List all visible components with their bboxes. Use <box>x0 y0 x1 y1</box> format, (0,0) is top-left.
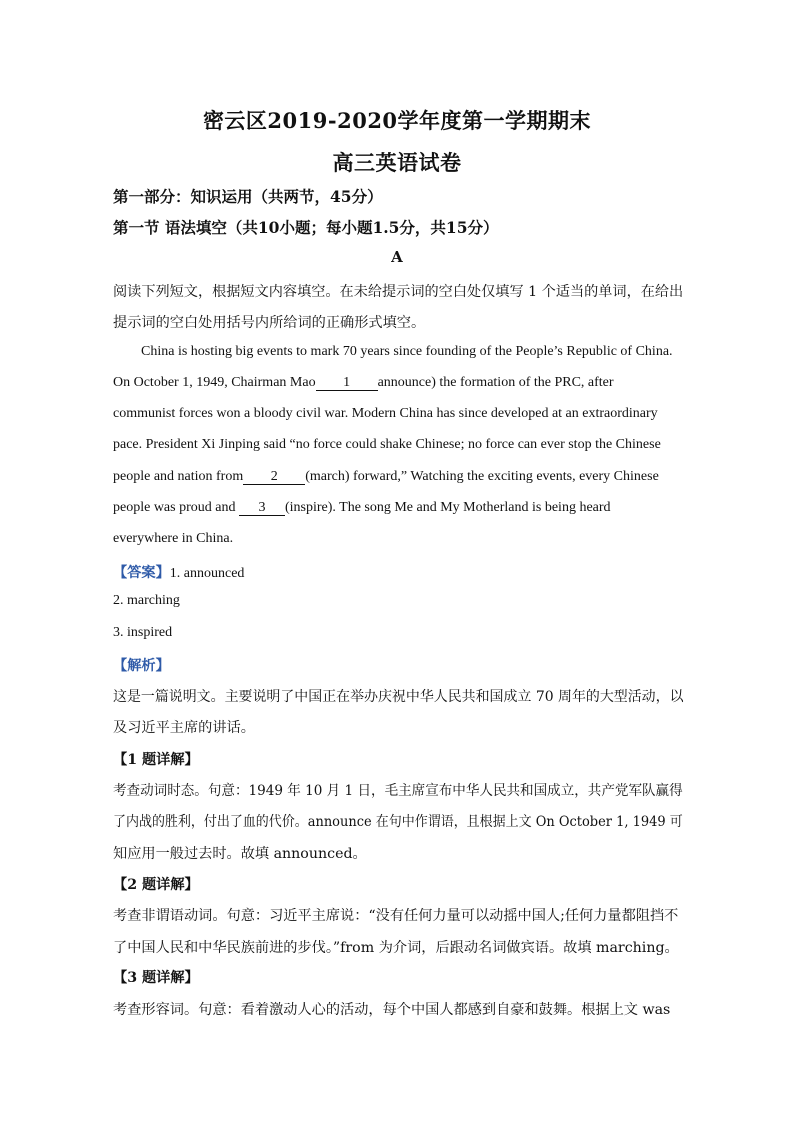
passage-line-2 <box>113 375 683 391</box>
blank-2: 2 <box>243 470 305 485</box>
passage-line-6 <box>113 500 683 516</box>
passage-text: On October 1, 1949, Chairman Mao <box>113 375 316 390</box>
q2-line-2: 了中国人民和中华民族前进的步伐。”from 为介词，后跟动名词做宾语。故填 marching。 <box>113 940 679 956</box>
passage-line-4: pace. President Xi Jinping said “no force could shake Chinese; no force can ever stop the Chinese <box>113 437 661 452</box>
answer-tag: 【答案】 <box>113 565 170 581</box>
passage-text: people was proud and <box>113 500 236 515</box>
answer-2: 2. marching <box>113 593 180 608</box>
analysis-line-1: 这是一篇说明文。主要说明了中国正在举办庆祝中华人民共和国成立 70 周年的大型活动，以 <box>113 689 684 705</box>
q1-label: 【1 题详解】 <box>113 752 199 768</box>
instructions-line-2: 提示词的空白处用括号内所给词的正确形式填空。 <box>113 315 426 331</box>
passage-line-5 <box>113 469 683 485</box>
passage-line-3: communist forces won a bloody civil war. Modern China has since developed at an extraordinary <box>113 406 658 421</box>
q3-label: 【3 题详解】 <box>113 970 199 986</box>
section-heading: 第一节 语法填空（共10小题；每小题1.5分，共15分） <box>113 218 499 237</box>
q3-line-1: 考查形容词。句意：看着激动人心的活动，每个中国人都感到自豪和鼓舞。根据上文 was <box>113 1002 671 1018</box>
analysis-tag: 【解析】 <box>113 658 170 674</box>
q1-line-2: 了内战的胜利，付出了血的代价。announce 在句中作谓语，且根据上文 On October 1, 1949 可 <box>113 814 683 830</box>
passage-line-7: everywhere in China. <box>113 531 234 546</box>
q1-line-3: 知应用一般过去时。故填 announced。 <box>113 846 367 862</box>
passage-text: (inspire). The song Me and My Motherland is being heard <box>284 500 611 515</box>
answer-3: 3. inspired <box>113 625 173 640</box>
q2-label: 【2 题详解】 <box>113 877 199 893</box>
passage-text: people and nation from <box>113 469 244 484</box>
passage-text: (march) forward,” Watching the exciting events, every Chinese <box>305 469 659 484</box>
passage-text: announce) the formation of the PRC, after <box>377 375 614 390</box>
part-heading: 第一部分：知识运用（共两节，45分） <box>113 187 383 206</box>
section-letter: A <box>391 248 403 266</box>
exam-title: 密云区2019-2020学年度第一学期期末 <box>202 108 592 133</box>
analysis-line-2: 及习近平主席的讲话。 <box>113 720 255 736</box>
q1-line-1: 考查动词时态。句意：1949 年 10 月 1 日，毛主席宣布中华人民共和国成立，共产党军队赢得 <box>113 783 683 799</box>
blank-1: 1 <box>316 376 378 391</box>
answer-1: 1. announced <box>169 566 245 581</box>
answer-line-1 <box>113 562 683 582</box>
exam-subtitle: 高三英语试卷 <box>332 150 462 175</box>
passage-line-1: China is hosting big events to mark 70 years since founding of the People’s Republic of China. <box>141 344 673 359</box>
instructions-line-1: 阅读下列短文，根据短文内容填空。在未给提示词的空白处仅填写 1 个适当的单词，在给出 <box>113 284 684 300</box>
blank-3: 3 <box>239 501 285 516</box>
q2-line-1: 考查非谓语动词。句意：习近平主席说：“没有任何力量可以动摇中国人;任何力量都阻挡不 <box>113 908 679 924</box>
